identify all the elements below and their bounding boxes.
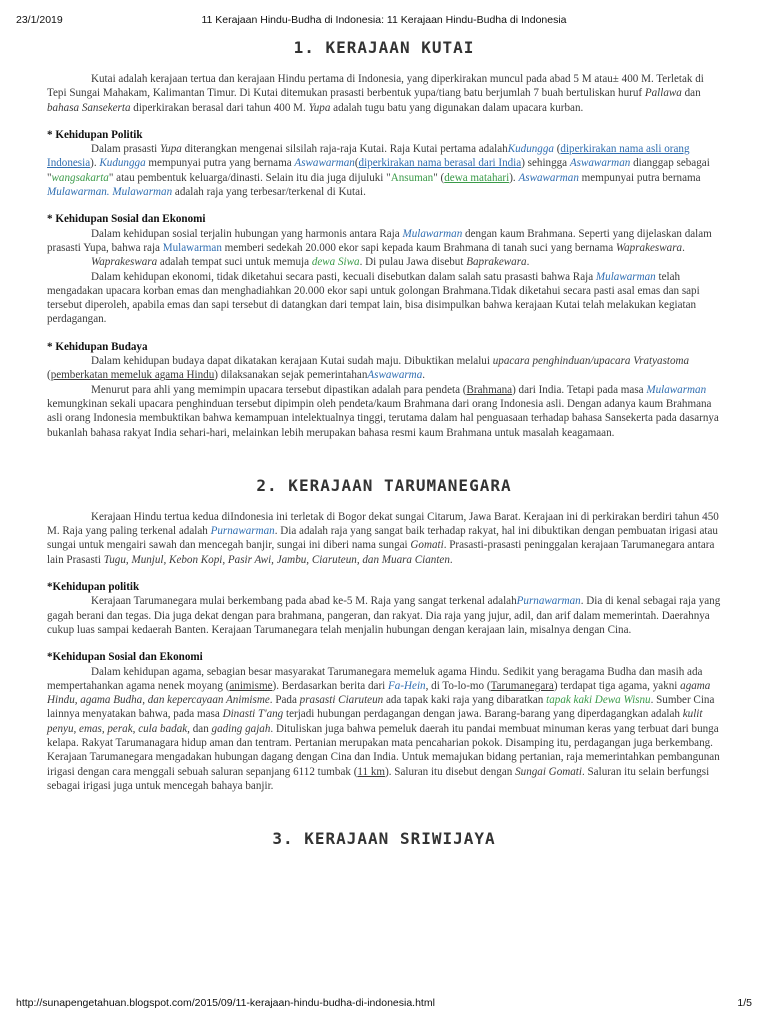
link-dewa-matahari[interactable]: dewa matahari (444, 171, 510, 184)
text-run: . Dia di kenal sebagai raja yang gagah berani dan tegas. Dia juga dekat dengan para brahmana, pangeran, dan rakyat. Dia raja yang jujur, adil, dan arif dalam memerintah. Daerahnya cukup luas sampai kedaerah Banten. Kerajaan Tarumanegara telah menjalin hubungan dengan kerajaan lain, misalnya dengan Cina. (47, 595, 721, 636)
text-run: adalah tugu batu yang digunakan dalam upacara kurban. (330, 101, 584, 114)
text-run: . Di pulau Jawa disebut (359, 256, 467, 269)
link-purnawarman[interactable]: Purnawarman (210, 525, 275, 538)
text-run: Waprakeswara (91, 256, 158, 269)
text-run: . (422, 369, 426, 382)
text-run: " atau pembentuk keluarga/dinasti. Selain itu dia juga dijuluki " (108, 171, 391, 184)
link-mulawarman[interactable]: Mulawarman (162, 241, 222, 254)
text-run: Kerajaan Hindu tertua kedua diIndonesia ini terletak di Bogor dekat sungai Citarum, Jawa Barat. Kerajaan ini di perkirakan berdiri tahun 450 M. Raja yang paling terkenal adalah (47, 510, 719, 538)
text-run: ). (90, 157, 100, 170)
subsection-heading: * Kehidupan Politik (47, 128, 143, 141)
link-mulawarman[interactable]: Mulawarman (646, 383, 707, 396)
print-page-title: 11 Kerajaan Hindu-Budha di Indonesia: 11 Kerajaan Hindu-Budha di Indonesia (201, 14, 567, 26)
link-dewa-siwa[interactable]: dewa Siwa (311, 256, 360, 269)
paragraph (47, 594, 721, 637)
subsection-heading: *Kehidupan politik (47, 581, 140, 594)
section-title: 2. KERAJAAN TARUMANEGARA (256, 475, 512, 495)
text-run: ). (509, 171, 519, 184)
text-run: kemungkinan sekali upacara penghinduan tersebut dipimpin oleh pendeta/kaum Brahmana dari orang Indonesia asli. Dengan adanya kaum Brahmana asli orang Indonesia membuktikan bahwa kemampuan intelektualnya tinggi, terutama dalam hal penguasaan terhadap bahasa Sansekerta pada dasarnya bukanlah bahasa rakyat India sehari-hari, melainkan lebih merupakan bahasa resmi kaum Brahmana untuk masalah keagamaan. (47, 397, 719, 439)
link-aswawarman[interactable]: Aswawarman (569, 157, 631, 170)
link-nama-asli[interactable]: diperkirakan nama asli orang Indonesia (47, 143, 690, 170)
text-run: Menurut para ahli yang memimpin upacara tersebut dipastikan adalah para pendeta ( (91, 383, 467, 396)
text-run: adalah tempat suci untuk memuja (157, 256, 312, 269)
subsection-heading: *Kehidupan Sosial dan Ekonomi (47, 651, 203, 664)
paragraph (47, 255, 721, 269)
text-run: ). Saluran itu disebut dengan (385, 765, 516, 778)
text-run: ( (354, 157, 359, 170)
text-run: Dalam kehidupan sosial terjalin hubungan yang harmonis antara Raja (91, 227, 403, 240)
text-run: . Sumber Cina lainnya menyatakan bahwa, pada masa (47, 694, 715, 721)
text-run: Sungai Gomati (515, 765, 582, 778)
paragraph (47, 354, 721, 383)
paragraph (47, 270, 721, 327)
subsection-heading: * Kehidupan Budaya (47, 340, 148, 353)
paragraph (47, 665, 721, 794)
link-mulawarman[interactable]: Mulawarman (595, 270, 656, 283)
text-run: Kerajaan Tarumanegara mulai berkembang pada abad ke-5 M. Raja yang sangat terkenal adalah (91, 595, 517, 608)
link-wangsakarta[interactable]: wangsakarta (51, 171, 109, 184)
print-footer (16, 997, 752, 1011)
text-run: Dalam kehidupan budaya dapat dikatakan kerajaan Kutai sudah maju. Dibuktikan melalui (91, 355, 493, 368)
text-run: . Dituliskan juga bahwa pemeluk daerah itu pandai membuat minuman keras yang terbuat dari bunga kelapa. Rakyat Tarumanagara hidup aman dan tentram. Pertanian merupakan mata pencaharian pokok. Disamping itu, perdagangan juga berkembang. Kerajaan Tarumanegara mengadakan hubungan dagang dengan Cina dan India. Untuk memajukan bidang pertanian, raja memerintahkan pembangunan irigasi dengan cara menggali sebuah saluran sepanjang 6112 tumbak ( (47, 722, 720, 778)
paragraph (47, 227, 721, 256)
text-run: Kutai adalah kerajaan tertua dan kerajaan Hindu pertama di Indonesia, yang diperkirakan muncul pada abad 5 M atau± 400 M. Terletak di Tepi Sungai Mahakam, Kalimantan Timur. Di Kutai ditemukan prasasti berbentuk yupa/tiang batu berjumlah 7 buah bertuliskan huruf (47, 73, 704, 100)
text-run: ). Berdasarkan berita dari (272, 679, 389, 692)
text-run: ada tapak kaki raja yang dibaratkan (383, 694, 547, 707)
link-brahmana[interactable]: Brahmana (466, 383, 513, 396)
text-run: dengan kaum Brahmana. Seperti yang dijelaskan dalam prasasti Yupa, bahwa raja (47, 227, 712, 254)
text-run: ) dilaksanakan sejak pemerintahan (214, 369, 368, 382)
link-pemberkatan[interactable]: pemberkatan memeluk agama Hindu (50, 369, 215, 382)
paragraph (47, 142, 721, 199)
section-kutai (47, 38, 721, 440)
text-run: bahasa Sansekerta (47, 101, 131, 114)
text-run: . Saluran itu selain berfungsi sebagai irigasi juga untuk mencegah bahaya banjir. (47, 765, 710, 792)
link-tapak-kaki[interactable]: tapak kaki Dewa Wisnu (546, 694, 651, 707)
text-run: ) dari India. Tetapi pada masa (512, 383, 647, 396)
section-sriwijaya (47, 829, 721, 849)
text-run: Gomati (410, 539, 444, 552)
text-run: Tugu, Munjul, Kebon Kopi, Pasir Awi, Jambu, Ciaruteun, dan Muara Cianten (103, 553, 450, 566)
text-run: , di To-lo-mo ( (425, 679, 491, 692)
text-run: diterangkan mengenai silsilah raja-raja Kutai. Raja Kutai pertama adalah (181, 143, 508, 156)
text-run: Waprakeswara (615, 241, 683, 254)
print-url: http://sunapengetahuan.blogspot.com/2015/09/11-kerajaan-hindu-budha-di-indonesia.html (16, 997, 435, 1009)
text-run: ) terdapat tiga agama, yakni (553, 679, 681, 692)
page-number: 1/5 (737, 997, 752, 1009)
article-content (47, 38, 721, 849)
link-aswawarman[interactable]: Aswawarman (518, 171, 579, 184)
text-run: Dalam kehidupan ekonomi, tidak diketahui secara pasti, kecuali disebutkan dalam salah satu prasasti bahwa Raja (91, 270, 596, 283)
text-run: . Dia adalah raja yang sangat baik terhadap rakyat, hal ini dibuktikan dengan pembuatan irigasi atau sungai untuk mengairi sawah dan mencegah banjir, sungai ini diberi nama sungai (47, 525, 718, 552)
text-run: ( (553, 143, 561, 156)
text-run: agama Hindu, agama Budha, dan kepercayaan Animisme (47, 679, 711, 707)
paragraph (47, 72, 721, 115)
text-run: upacara penghinduan/upacara Vratyastoma (492, 355, 690, 368)
link-kudungga[interactable]: Kudungga (99, 157, 146, 170)
text-run: mempunyai putra yang bernama (145, 157, 295, 170)
text-run: Yupa (308, 101, 331, 114)
text-run: dianggap sebagai " (47, 157, 710, 184)
text-run: memberi sedekah 20.000 ekor sapi kepada kaum Brahmana di tanah suci yang bernama (221, 241, 616, 254)
text-run: . (682, 241, 685, 254)
link-ansuman[interactable]: Ansuman (390, 171, 434, 184)
print-header (16, 14, 752, 28)
text-run: Dalam prasasti (91, 143, 161, 156)
text-run: telah mengadakan upacara korban emas dan menghadiahkan 20.000 ekor sapi untuk golongan Brahmana.Tidak diketahui secara pasti asal emas dan sapi tersebut diperoleh, apabila emas dan sapi tersebut di datangkan dari tempat lain, bisa disimpulkan bahwa kerajaan Kutai telah melakukan kegiatan perdagangan. (47, 270, 700, 326)
link-animisme[interactable]: animisme (229, 679, 273, 692)
text-run: ) sehingga (521, 157, 570, 170)
text-run: Yupa (160, 143, 182, 156)
section-tarumanegara (47, 476, 721, 793)
text-run: diperkirakan berasal dari tahun 400 M. (130, 101, 309, 114)
section-title: 3. KERAJAAN SRIWIJAYA (272, 829, 496, 849)
text-run: . Pada (269, 694, 300, 707)
text-run: prasasti Ciaruteun (299, 694, 384, 707)
text-run: Pallawa (644, 87, 682, 100)
text-run: gading gajah (211, 722, 271, 735)
text-run: . Prasasti-prasasti peninggalan kerajaan Tarumanegara antara lain Prasasti (47, 539, 715, 566)
text-run: ( (47, 369, 51, 382)
link-mulawarman[interactable]: Mulawarman. Mulawarman (47, 186, 173, 199)
text-run: Dalam kehidupan agama, sebagian besar masyarakat Tarumanegara memeluk agama Hindu. Sedikit yang beragama Budha dan masih ada mempertahankan agama nenek moyang ( (47, 665, 703, 692)
link-aswawarma[interactable]: Aswawarma (367, 369, 423, 382)
text-run: Baprakewara (466, 256, 527, 269)
section-title: 1. KERAJAAN KUTAI (293, 38, 475, 57)
link-fa-hein[interactable]: Fa-Hein (388, 679, 426, 692)
paragraph (47, 383, 721, 440)
link-mulawarman[interactable]: Mulawarman (402, 227, 463, 240)
text-run: kulit penyu, emas, perak, cula badak, (47, 708, 703, 735)
link-11-km[interactable]: 11 km (357, 765, 386, 778)
text-run: terjadi hubungan perdagangan dengan jawa. Barang-barang yang diperdagangkan adalah (283, 708, 683, 721)
link-kudungga[interactable]: Kudungga (507, 143, 554, 156)
subsection-heading: * Kehidupan Sosial dan Ekonomi (47, 213, 206, 226)
text-run: adalah raja yang terbesar/terkenal di Kutai. (172, 186, 366, 199)
link-aswawarman[interactable]: Aswawarman (294, 157, 355, 170)
paragraph (47, 510, 721, 567)
link-purnawarman[interactable]: Purnawarman (516, 595, 581, 608)
text-run: dan (189, 722, 212, 735)
link-tarumanegara[interactable]: Tarumanegara (490, 679, 554, 692)
text-run: . (449, 553, 453, 566)
text-run: Dinasti T'ang (222, 708, 284, 721)
text-run: dan (681, 87, 701, 100)
link-nama-india[interactable]: diperkirakan nama berasal dari India (358, 157, 522, 170)
text-run: mempunyai putra bernama (578, 171, 701, 184)
text-run: " ( (433, 171, 445, 184)
print-date: 23/1/2019 (16, 14, 63, 26)
text-run: . (526, 256, 530, 269)
